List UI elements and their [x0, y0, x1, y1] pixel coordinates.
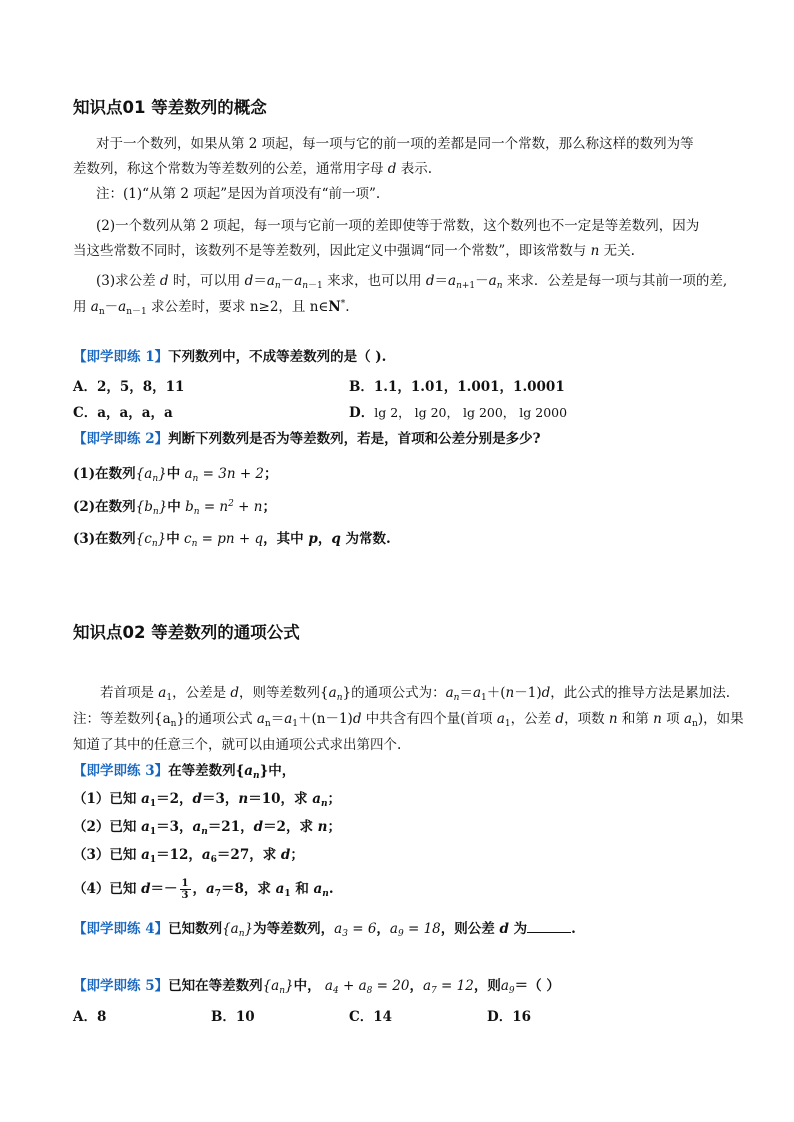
ex1-option-d: D．lg 2， lg 20， lg 200， lg 2000 [349, 405, 568, 421]
definition-line-1: 对于一个数列，如果从第 2 项起，每一项与它的前一项的差都是同一个常数，那么称这样的数列为等 [96, 136, 694, 152]
ex3-item-2: （2）已知 $a_1=3$，$a_n=21$，d＝2，求 n； [73, 819, 341, 837]
definition-line-2: 差数列，称这个常数为等差数列的公差，通常用字母 d 表示. [73, 161, 433, 177]
note-1: 注：(1)“从第 2 项起”是因为首项没有“前一项”. [96, 186, 381, 202]
note-2-line-2: 当这些常数不同时，该数列不是等差数列，因此定义中强调“同一个常数”，即该常数与 n 无关. [73, 243, 635, 259]
exercise-2: 【即学即练 2】判断下列数列是否为等差数列，若是，首项和公差分别是多少? [73, 431, 541, 447]
fraction-one-third: $\frac{1}{3}$ [181, 878, 189, 901]
exercise-5-tag: 【即学即练 5】 [73, 978, 169, 994]
exercise-3: 【即学即练 3】在等差数列$\{a_n\}$中， [73, 763, 296, 781]
ex1-option-a: A．2，5，8，11 [73, 379, 185, 395]
ex3-item-1: （1）已知 $a_1=2$，d＝3，n＝10，求 $a_n$； [73, 791, 341, 809]
exercise-1-tag: 【即学即练 1】 [73, 349, 169, 365]
exercise-2-tag: 【即学即练 2】 [73, 431, 169, 447]
ex5-option-d: D．16 [487, 1009, 531, 1025]
exercise-5: 【即学即练 5】已知在等差数列$\{a_n\}$中， $a_4 + a_8 = 20$，$a_7 = 12$，则$a_9=$（ ） [73, 978, 560, 996]
formula-line-2: 注：等差数列$\{a_n\}$的通项公式 $a_n=a_1+(n-1)d$ 中共含有四个量(首项 $a_1$，公差 d，项数 n 和第 n 项 $a_n$)，如果 [73, 711, 744, 729]
ex5-option-b: B．10 [211, 1009, 255, 1025]
ex1-option-b: B．1.1，1.01，1.001，1.0001 [349, 379, 565, 395]
ex2-item-3: (3)在数列$\{c_n\}$中 $c_n$ = pn + q，其中 p，q 为常数. [73, 531, 391, 549]
exercise-3-tag: 【即学即练 3】 [73, 763, 169, 779]
ex5-option-c: C．14 [349, 1009, 393, 1025]
section-title-2: 知识点02 等差数列的通项公式 [73, 623, 300, 642]
note-3-line-1: (3)求公差 d 时，可以用 $d=a_n-a_{n-1}$ 来求，也可以用 $d=a_{n+1}-a_n$ 来求．公差是每一项与其前一项的差, [96, 273, 728, 291]
ex1-option-c: C．a，a，a，a [73, 405, 173, 421]
ex2-item-1: (1)在数列$\{a_n\}$中 $a_n = 3n + 2$； [73, 466, 278, 484]
exercise-4-tag: 【即学即练 4】 [73, 921, 169, 937]
note-2-line-1: (2)一个数列从第 2 项起，每一项与它前一项的差即使等于常数，这个数列也不一定是等差数列，因为 [96, 218, 700, 234]
ex2-item-2: (2)在数列$\{b_n\}$中 $b_n = n^2 + n$； [73, 499, 276, 517]
formula-line-1: 若首项是 $a_1$，公差是 d，则等差数列$\{a_n\}$的通项公式为：$a_n=a_1+(n-1)d$，此公式的推导方法是累加法. [100, 685, 731, 703]
note-3-line-2: 用 $a_n-a_{n-1}$ 求公差时，要求 n≥2，且 n∈N*. [73, 299, 350, 317]
exercise-4: 【即学即练 4】已知数列$\{a_n\}$为等差数列，$a_3 = 6$，$a_9 = 18$，则公差 d 为 . [73, 921, 576, 939]
exercise-1: 【即学即练 1】下列数列中，不成等差数列的是（ ). [73, 349, 387, 365]
ex3-item-3: （3）已知 $a_1=12$，$a_6=27$，求 d； [73, 847, 304, 865]
answer-blank [527, 920, 571, 933]
formula-line-3: 知道了其中的任意三个，就可以由通项公式求出第四个. [73, 737, 402, 753]
ex3-item-4: （4）已知 d＝－ $\frac{1}{3}$ ，$a_7=8$，求 $a_1$ 和 $a_n$. [73, 878, 334, 901]
section-title-1: 知识点01 等差数列的概念 [73, 98, 267, 117]
ex5-option-a: A．8 [73, 1009, 107, 1025]
